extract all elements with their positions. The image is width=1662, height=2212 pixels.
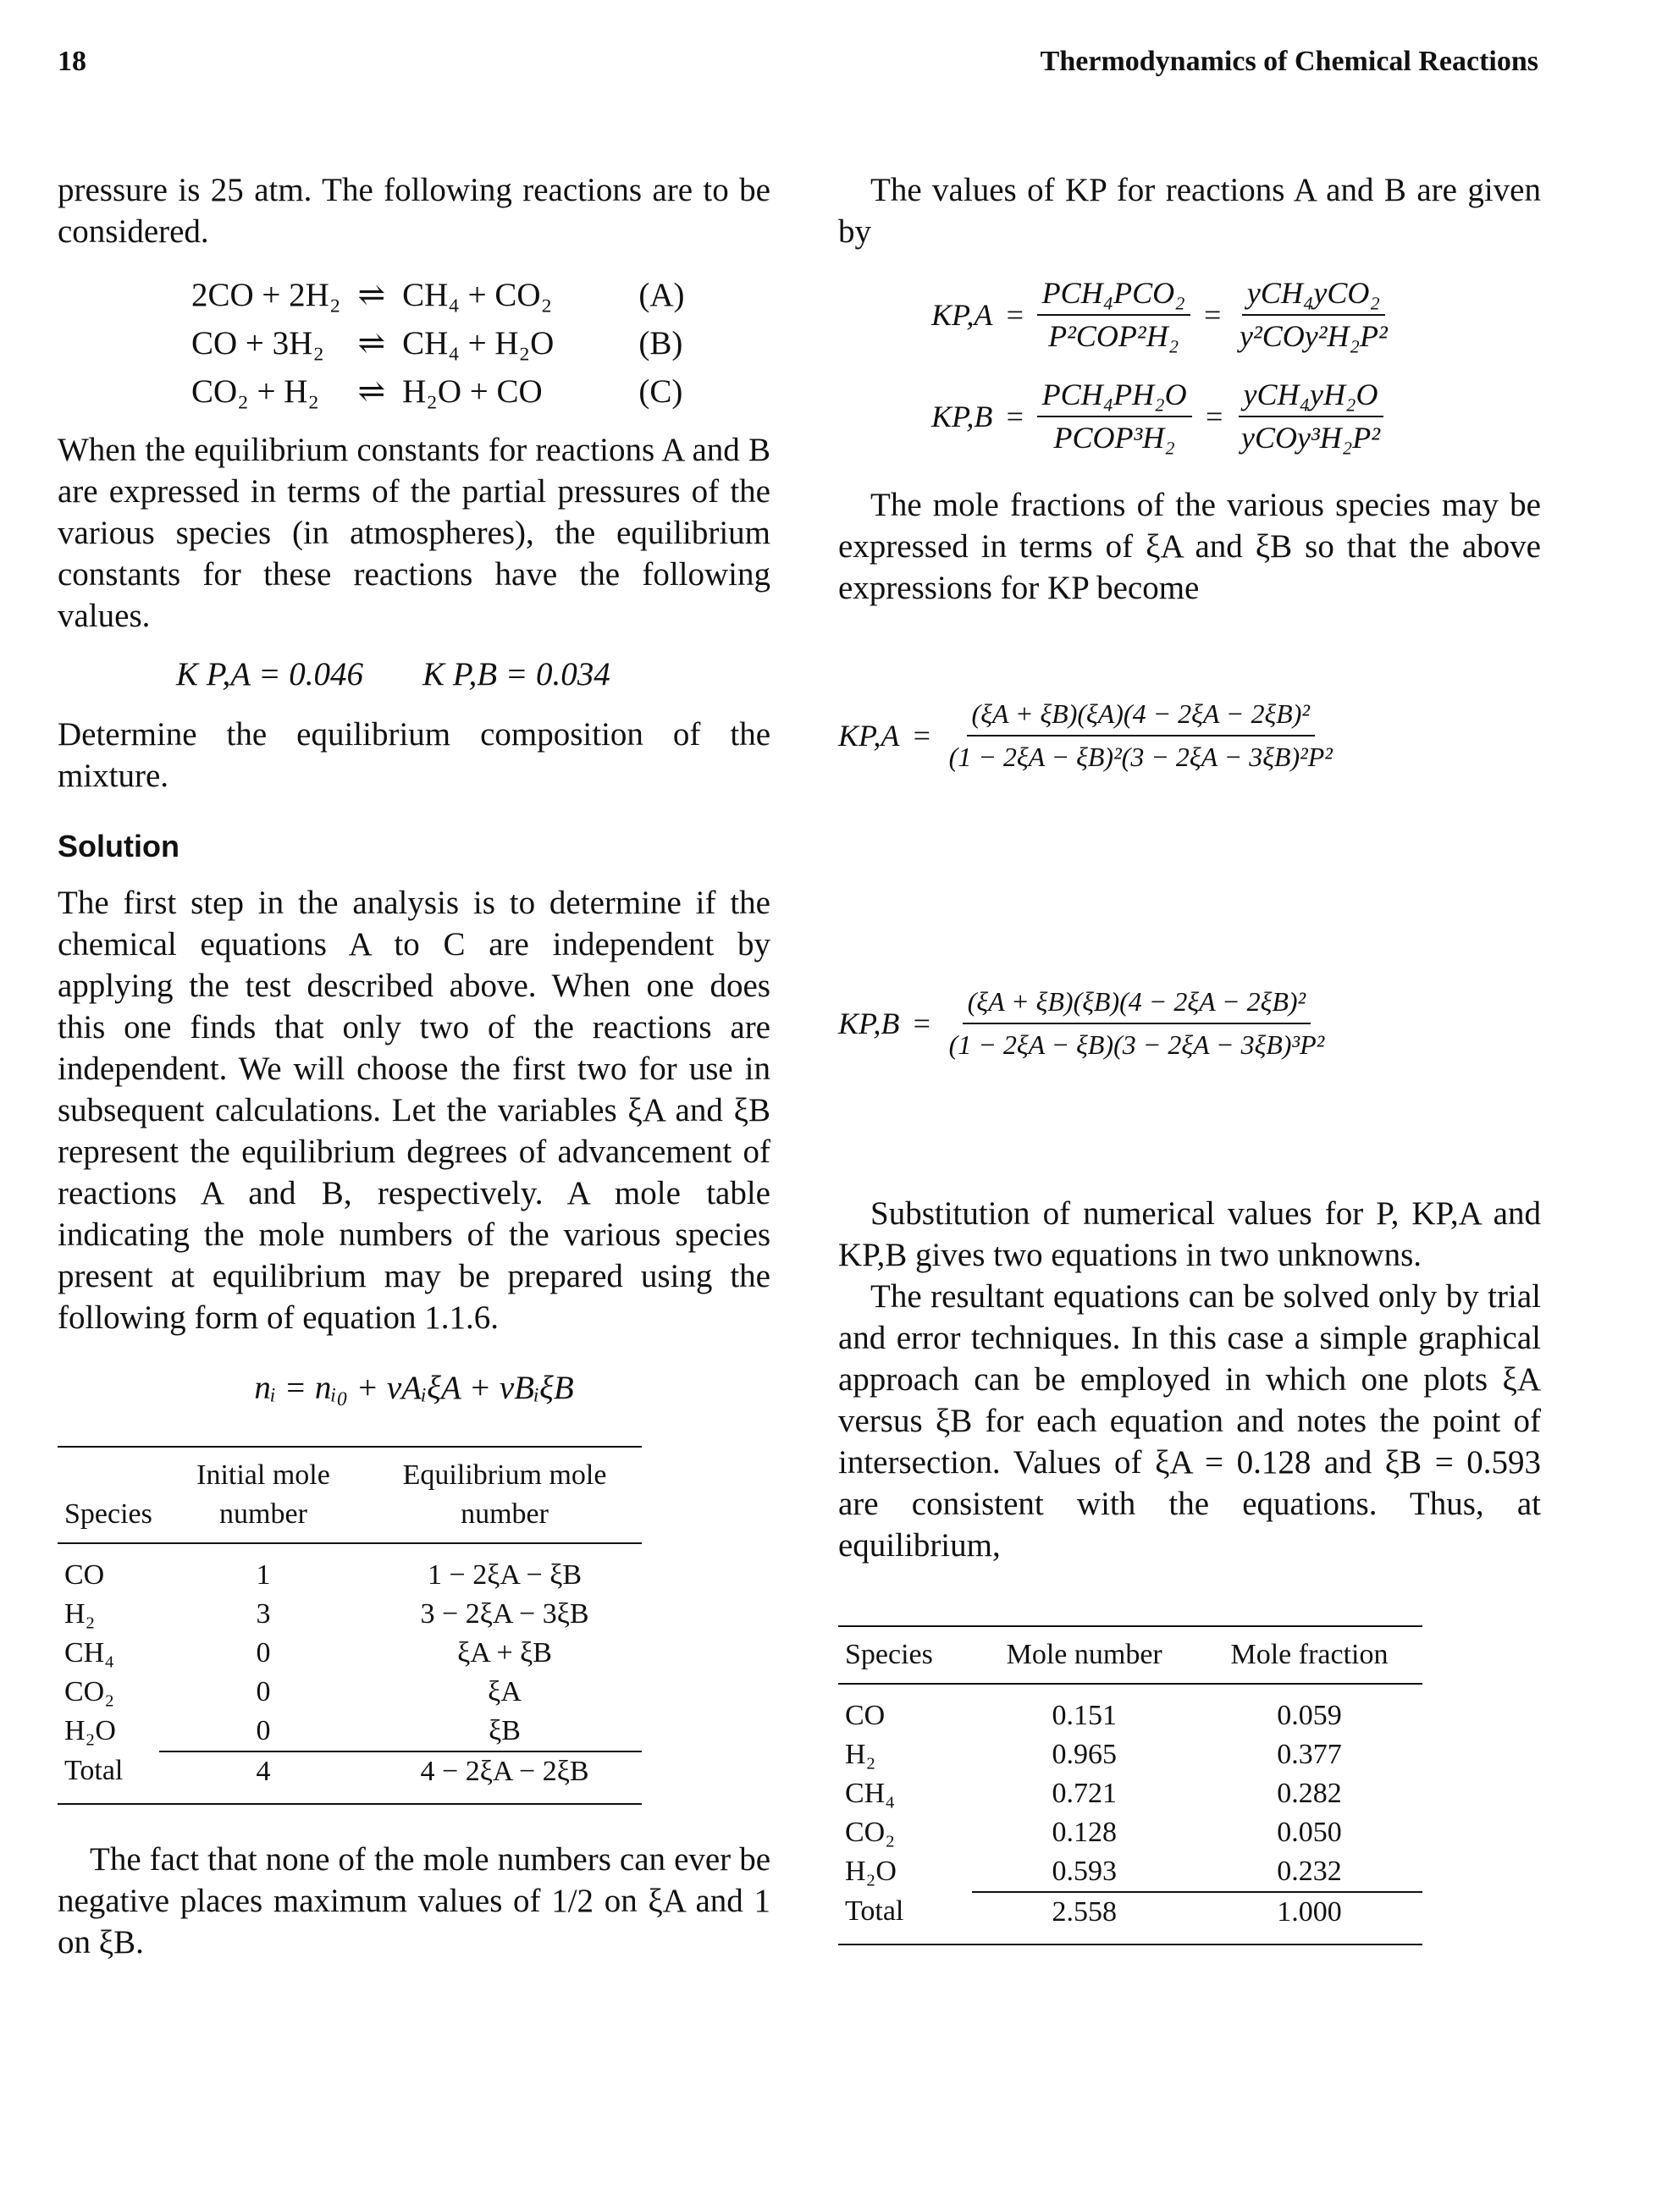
- table-cell: ξB: [489, 1715, 521, 1746]
- reaction-list: [183, 271, 693, 416]
- equilibrium-arrow: ⇌: [357, 373, 386, 410]
- equals-sign: =: [1004, 297, 1025, 332]
- paragraph-kp-intro: The values of KP for reactions A and B are given by: [838, 172, 1541, 250]
- fraction-denominator: yCOy³H₂P²: [1240, 421, 1381, 455]
- equals-sign: =: [1201, 297, 1223, 332]
- table-row: [838, 1735, 1422, 1774]
- column-header: Initial mole number: [196, 1459, 330, 1530]
- table-cell: CH₄: [845, 1778, 896, 1809]
- kp-definitions: [838, 264, 1541, 476]
- fraction-denominator: PCOP³H₂: [1053, 421, 1175, 455]
- paragraph-intro: pressure is 25 atm. The following reactions are to be considered.: [58, 172, 770, 250]
- table-row: [58, 1673, 642, 1712]
- equilibrium-arrow: ⇌: [357, 325, 386, 361]
- kpb-expression: [838, 981, 1329, 1066]
- table-cell: 0: [256, 1637, 271, 1669]
- equilibrium-composition-table: [838, 1625, 1422, 1945]
- equals-sign: =: [911, 718, 932, 753]
- table-cell: H₂O: [845, 1856, 897, 1887]
- table-cell: CO: [64, 1559, 105, 1591]
- table-row: [838, 1774, 1422, 1813]
- kpb-label: KP,B: [838, 1006, 900, 1040]
- table-cell: Total: [845, 1895, 904, 1927]
- column-header: Mole fraction: [1230, 1639, 1389, 1670]
- table-cell: 0.050: [1277, 1817, 1342, 1848]
- table-cell: H₂: [64, 1598, 96, 1630]
- reaction-c: [183, 367, 693, 416]
- paragraph-solution: The first step in the analysis is to determine if the chemical equations A to C are independent by applying the test described above. When one does this one finds that only two of the reactions are independent. We will choose the first two for use in subsequent calculations. Let the variables ξA and ξB represent the equilibrium degrees of advancement of reactions A and B, respectively. A mole table indicating the mole numbers of the various species present at equilibrium may be prepared using the following form of equation 1.1.6.: [58, 885, 770, 1336]
- table-cell: 0.128: [1052, 1817, 1117, 1848]
- column-header: Equilibrium mole number: [402, 1459, 607, 1530]
- table-cell: 0.151: [1052, 1700, 1117, 1731]
- table-cell: 0.059: [1277, 1700, 1342, 1731]
- reaction-label: (B): [638, 325, 683, 361]
- fraction-numerator: yCH₄yH₂O: [1239, 374, 1383, 417]
- column-header: Mole number: [1006, 1639, 1162, 1670]
- table-cell: CO: [845, 1700, 886, 1731]
- fraction-numerator: (ξA + ξB)(ξA)(4 − 2ξA − 2ξB)²: [967, 693, 1315, 736]
- fraction-numerator: PCH₄PH₂O: [1037, 374, 1192, 417]
- table-cell: CO₂: [845, 1817, 896, 1848]
- table-cell: CO₂: [64, 1676, 115, 1707]
- table-cell: ξA + ξB: [457, 1637, 552, 1669]
- reaction-rhs: CH₄ + H₂O: [402, 325, 555, 361]
- mole-number-equation: nᵢ = nᵢ₀ + νAᵢξA + νBᵢξB: [254, 1370, 574, 1406]
- table-cell: H₂O: [64, 1715, 116, 1746]
- right-column: [838, 169, 1541, 1945]
- paragraph-constraints: The fact that none of the mole numbers can ever be negative places maximum values of 1/2 on ξA and 1 on ξB.: [58, 1841, 770, 1961]
- table-row: [838, 1852, 1422, 1892]
- kpa-mole-fraction: [1234, 273, 1393, 357]
- table-row: [58, 1595, 642, 1634]
- reaction-rhs: CH₄ + CO₂: [402, 277, 553, 313]
- running-title: Thermodynamics of Chemical Reactions: [1040, 46, 1538, 77]
- kpb-value: K P,B = 0.034: [422, 656, 610, 692]
- reaction-label: (C): [638, 373, 683, 410]
- table-cell: 0.377: [1277, 1739, 1342, 1770]
- table-cell: 0: [256, 1676, 271, 1707]
- table-cell: 0.593: [1052, 1856, 1117, 1887]
- reaction-lhs: CO₂ + H₂: [191, 373, 320, 410]
- solution-heading: Solution: [58, 829, 179, 863]
- reaction-b: [183, 319, 693, 367]
- table-cell: 2.558: [972, 1892, 1196, 1944]
- kpb-mole-fraction: [1236, 374, 1385, 459]
- fraction-denominator: y²COy²H₂P²: [1239, 319, 1388, 353]
- table-row: [58, 1543, 642, 1595]
- reaction-rhs: H₂O + CO: [402, 373, 543, 410]
- column-header: Species: [64, 1498, 152, 1530]
- paragraph-mole-fractions: The mole fractions of the various species may be expressed in terms of ξA and ξB so that the above expressions for KP become: [838, 487, 1541, 606]
- fraction-numerator: yCH₄yCO₂: [1242, 273, 1385, 316]
- table-cell: 1: [256, 1559, 271, 1591]
- kpa-pressure-fraction: [1037, 273, 1190, 357]
- initial-mole-table: [58, 1446, 642, 1805]
- table-cell: 0.282: [1277, 1778, 1342, 1809]
- left-column: [58, 169, 770, 1963]
- table-cell: 0.232: [1277, 1856, 1342, 1887]
- table-cell: 0.721: [1052, 1778, 1117, 1809]
- table-row: [58, 1634, 642, 1673]
- table-cell: 4 − 2ξA − 2ξB: [367, 1751, 642, 1804]
- equilibrium-arrow: ⇌: [357, 277, 386, 313]
- kpa-value: K P,A = 0.046: [176, 656, 363, 692]
- table-cell: 4: [159, 1751, 367, 1804]
- table-row: [838, 1813, 1422, 1852]
- fraction-denominator: (1 − 2ξA − ξB)²(3 − 2ξA − 3ξB)²P²: [948, 742, 1333, 772]
- paragraph-task: Determine the equilibrium composition of the mixture.: [58, 716, 770, 794]
- table-cell: 3: [256, 1598, 271, 1630]
- kpb-pressure-fraction: [1037, 374, 1192, 459]
- fraction-numerator: (ξA + ξB)(ξB)(4 − 2ξA − 2ξB)²: [963, 981, 1311, 1024]
- table-row: [58, 1712, 642, 1751]
- table-cell: 1 − 2ξA − ξB: [428, 1559, 583, 1591]
- kpa-definition: [931, 273, 1393, 357]
- kpb-extent-fraction: [944, 981, 1330, 1066]
- paragraph-graphical-solution: The resultant equations can be solved only by trial and error techniques. In this case a simple graphical approach can be employed in which one plots ξA versus ξB for each equation and notes the point of intersection. Values of ξA = 0.128 and ξB = 0.593 are consistent with the equations. Thus, at equilibrium,: [838, 1278, 1541, 1564]
- reaction-lhs: 2CO + 2H₂: [191, 277, 341, 313]
- paragraph-equilibrium-constants: When the equilibrium constants for reactions A and B are expressed in terms of the partial pressures of the various species (in atmospheres), the equilibrium constants for these reactions have the following values.: [58, 432, 770, 634]
- table-cell: 0.965: [1052, 1739, 1117, 1770]
- kpb-label: KP,B: [931, 399, 993, 433]
- reaction-lhs: CO + 3H₂: [191, 325, 324, 361]
- equals-sign: =: [1004, 399, 1025, 433]
- k-values: [176, 654, 770, 695]
- fraction-numerator: PCH₄PCO₂: [1037, 273, 1190, 316]
- kpa-label: KP,A: [931, 297, 993, 332]
- fraction-denominator: (1 − 2ξA − ξB)(3 − 2ξA − 3ξB)³P²: [948, 1029, 1325, 1060]
- table-row: [838, 1684, 1422, 1735]
- page-number: 18: [58, 46, 86, 77]
- equals-sign: =: [1203, 399, 1224, 433]
- table-cell: CH₄: [64, 1637, 115, 1669]
- column-header: Species: [845, 1639, 933, 1670]
- reaction-a: [183, 271, 693, 319]
- table-cell: H₂: [845, 1739, 876, 1770]
- table-cell: 0: [256, 1715, 271, 1746]
- kpa-expression: [838, 693, 1338, 778]
- kpa-label: KP,A: [838, 718, 900, 753]
- paragraph-substitution: Substitution of numerical values for P, KP,A and KP,B gives two equations in two unknowns.: [838, 1195, 1541, 1273]
- table-row-total: [58, 1751, 642, 1804]
- kp-expressions: [838, 626, 1541, 1184]
- equals-sign: =: [911, 1006, 932, 1040]
- kpa-extent-fraction: [944, 693, 1338, 778]
- table-cell: 1.000: [1196, 1892, 1422, 1944]
- kpb-definition: [931, 374, 1385, 459]
- table-cell: 3 − 2ξA − 3ξB: [420, 1598, 589, 1630]
- table-cell: Total: [64, 1755, 124, 1786]
- fraction-denominator: P²COP²H₂: [1048, 319, 1179, 353]
- reaction-label: (A): [638, 277, 685, 313]
- table-cell: ξA: [488, 1676, 522, 1707]
- table-row-total: [838, 1892, 1422, 1944]
